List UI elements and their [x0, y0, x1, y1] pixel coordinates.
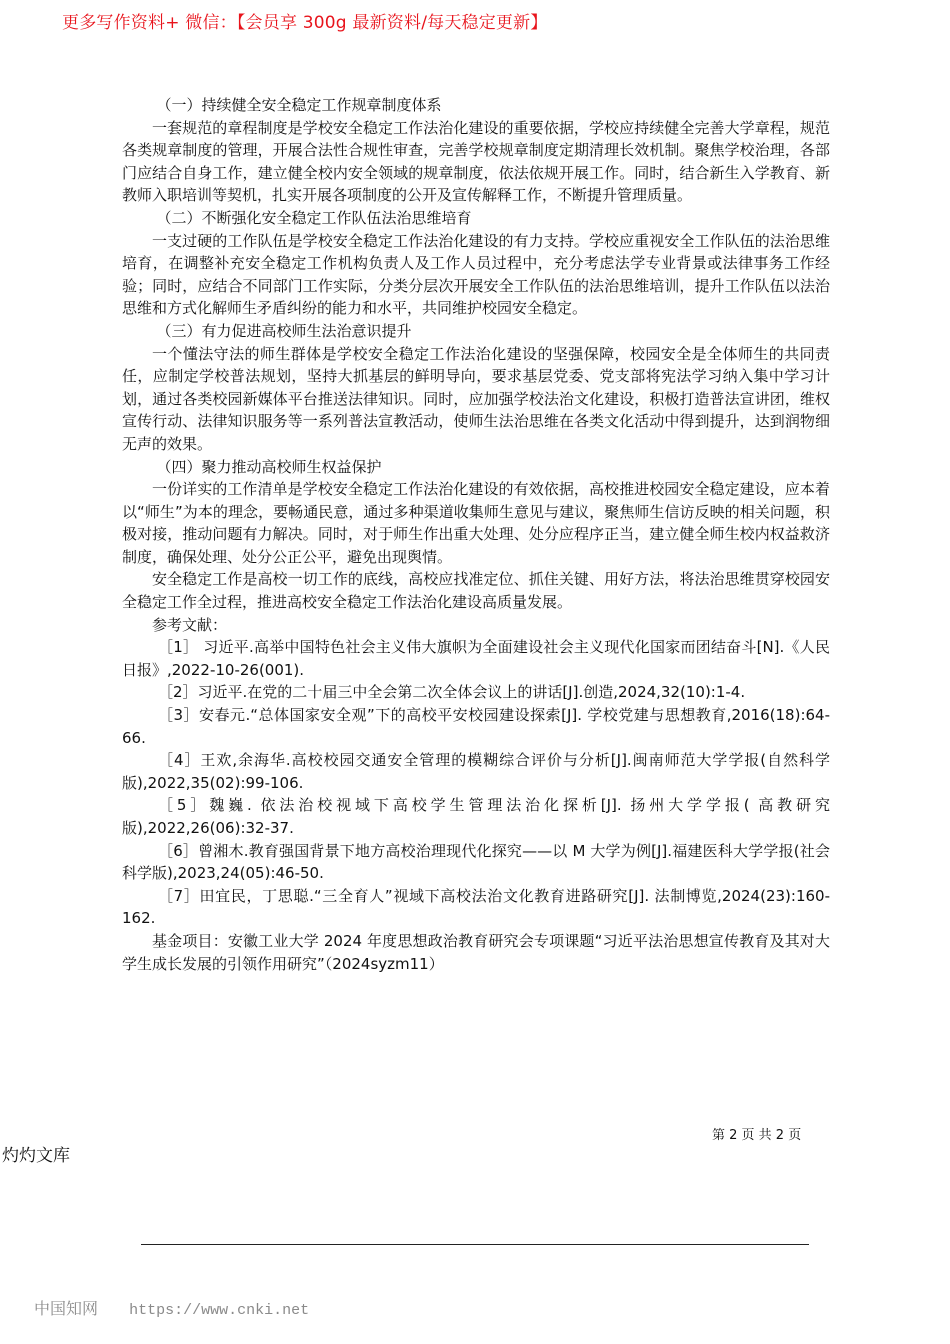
section-heading-1: （一）持续健全安全稳定工作规章制度体系 [156, 96, 442, 114]
page-number: 第 2 页 共 2 页 [712, 1128, 802, 1143]
cnki-name: 中国知网 [34, 1299, 99, 1318]
section-heading-4: （四）聚力推动高校师生权益保护 [156, 457, 382, 476]
watermark-label: 灼灼文库 [2, 1146, 70, 1166]
reference-item-3: ［3］安春元.“总体国家安全观”下的高校平安校园建设探索[J]. 学校党建与思想教育,2016(18):64-66. [122, 706, 830, 747]
reference-item-4: ［4］王欢,余海华.高校校园交通安全管理的模糊综合评价与分析[J].闽南师范大学学报(自然科学版),2022,35(02):99-106. [122, 751, 830, 792]
reference-item-2: ［2］习近平.在党的二十届三中全会第二次全体会议上的讲话[J].创造,2024,32(10):1-4. [158, 683, 746, 702]
reference-item-6: ［6］曾湘木.教育强国背景下地方高校治理现代化探究——以 M 大学为例[J].福建医科大学学报(社会科学版),2023,24(05):46-50. [122, 841, 830, 883]
promo-banner: 更多写作资料+ 微信：【会员享 300g 最新资料/每天稳定更新】 [62, 13, 548, 33]
section-heading-3: （三）有力促进高校师生法治意识提升 [156, 321, 412, 340]
references-title: 参考文献： [152, 615, 228, 634]
cnki-url: https://www.cnki.net [129, 1302, 310, 1319]
section-heading-2: （二）不断强化安全稳定工作队伍法治思维培育 [156, 208, 472, 227]
section-body-3: 一个懂法守法的师生群体是学校安全稳定工作法治化建设的坚强保障，校园安全是全体师生的共同责任，应制定学校普法规划，坚持大抓基层的鲜明导向，要求基层党委、党支部将宪法学习纳入集中学习计划，通过各类校园新媒体平台推送法律知识。同时，应加强学校法治文化建设，积极打造普法宣讲团，维权宣传行动、法律知识服务等一系列普法宣教活动，使师生法治思维在各类文化活动中得到提升，达到润物细无声的效果。 [122, 344, 830, 453]
fund-note: 基金项目：安徽工业大学 2024 年度思想政治教育研究会专项课题“习近平法治思想宣传教育及其对大学生成长发展的引领作用研究”（2024syzm11） [122, 931, 830, 973]
reference-item-1: ［1］ 习近平.高举中国特色社会主义伟大旗帜为全面建设社会主义现代化国家而团结奋斗[N].《人民日报》,2022-10-26(001). [122, 638, 830, 679]
reference-item-5: ［5］魏巍. 依法治校视域下高校学生管理法治化探析[J]. 扬州大学学报( 高教研究版),2022,26(06):32-37. [122, 796, 830, 837]
section-body-4: 一份详实的工作清单是学校安全稳定工作法治化建设的有效依据，高校推进校园安全稳定建设，应本着以“师生”为本的理念，要畅通民意，通过多种渠道收集师生意见与建议，聚焦师生信访反映的相关问题，积极对接，推动问题有力解决。同时，对于师生作出重大处理、处分应程序正当，建立健全师生校内权益救济制度，确保处理、处分公正公平，避免出现舆情。 [122, 480, 830, 566]
document-body [122, 94, 830, 975]
cnki-footer [34, 1296, 309, 1319]
section-body-2: 一支过硬的工作队伍是学校安全稳定工作法治化建设的有力支持。学校应重视安全工作队伍的法治思维培育，在调整补充安全稳定工作机构负责人及工作人员过程中，充分考虑法学专业背景或法律事务工作经验；同时，应结合不同部门工作实际，分类分层次开展安全工作队伍的法治思维培训，提升工作队伍以法治思维和方式化解师生矛盾纠纷的能力和水平，共同维护校园安全稳定。 [122, 231, 830, 318]
footer-divider [141, 1244, 809, 1245]
conclusion-paragraph: 安全稳定工作是高校一切工作的底线，高校应找准定位、抓住关键、用好方法，将法治思维贯穿校园安全稳定工作全过程，推进高校安全稳定工作法治化建设高质量发展。 [122, 570, 830, 612]
reference-item-7: ［7］田宜民，丁思聪.“三全育人”视域下高校法治文化教育进路研究[J]. 法制博览,2024(23):160-162. [122, 886, 830, 928]
section-body-1: 一套规范的章程制度是学校安全稳定工作法治化建设的重要依据，学校应持续健全完善大学章程，规范各类规章制度的管理，开展合法性合规性审查，完善学校规章制度定期清理长效机制。聚焦学校治理，各部门应结合自身工作，建立健全校内安全领域的规章制度，依法依规开展工作。同时，结合新生入学教育、新教师入职培训等契机，扎实开展各项制度的公开及宣传解释工作，不断提升管理质量。 [122, 118, 830, 205]
